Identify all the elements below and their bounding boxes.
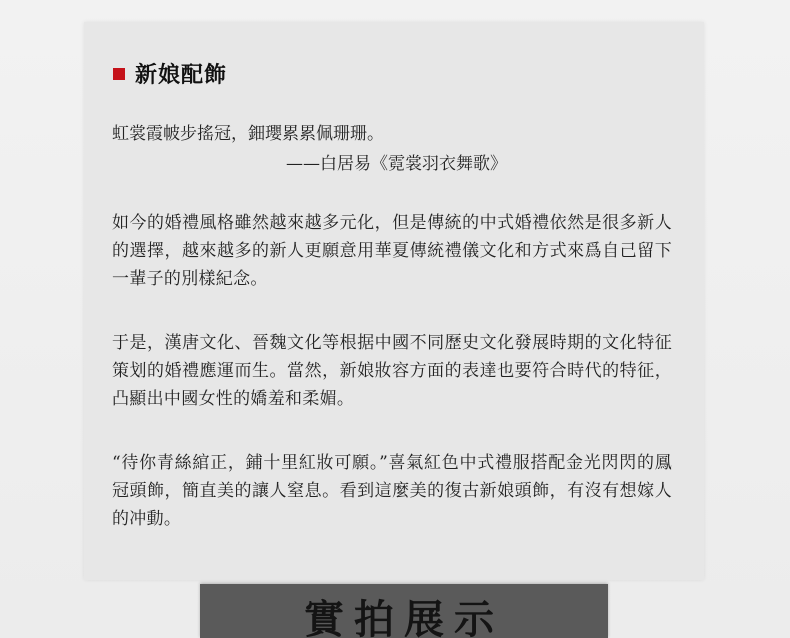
section-heading [113,58,227,89]
paragraph-1: 如今的婚禮風格雖然越來越多元化，但是傳統的中式婚禮依然是很多新人的選擇，越來越多的新人更願意用華夏傳統禮儀文化和方式來爲自己留下一輩子的別樣紀念。 [112,213,672,289]
section-title: 新娘配飾 [135,62,228,88]
red-square-marker-icon [113,68,125,80]
banner-title: 實拍展示 [304,596,504,638]
poem-attribution: ——白居易《霓裳羽衣舞歌》 [286,154,507,174]
paragraph-2: 于是，漢唐文化、晉魏文化等根据中國不同歷史文化發展時期的文化特征策划的婚禮應運而生。當然，新娘妝容方面的表達也要符合時代的特征，凸顯出中國女性的嬌羞和柔媚。 [112,333,672,409]
paragraph-3: “待你青絲綰正，鋪十里紅妝可願。”喜氣紅色中式禮服搭配金光閃閃的鳳冠頭飾，簡直美的讓人窒息。看到這麼美的復古新娘頭飾，有沒有想嫁人的冲動。 [112,453,672,529]
poem-line: 虹裳霞帔步搖冠，鈿瓔累累佩珊珊。 [112,124,384,144]
photo-section-banner [200,584,608,638]
